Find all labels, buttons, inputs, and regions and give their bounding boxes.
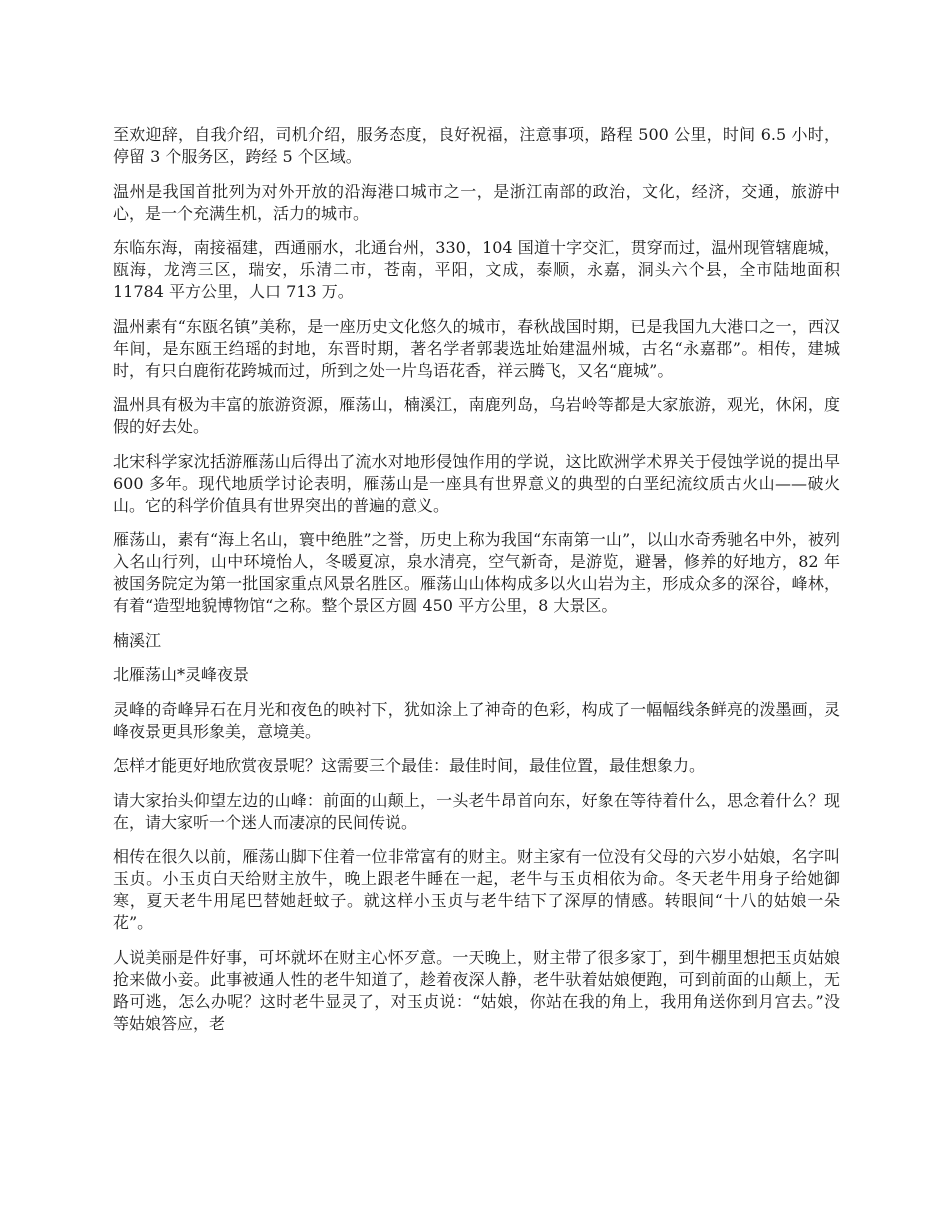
heading-lingfeng-night-view: 北雁荡山*灵峰夜景 [113,665,250,684]
heading-nanxi-river: 楠溪江 [113,630,162,650]
document-body [113,124,840,1047]
paragraph-itinerary-intro: 至欢迎辞，自我介绍，司机介绍，服务态度，良好祝福，注意事项，路程 500 公里，时间 6.5 小时，停留 3 个服务区，跨经 5 个区域。 [113,125,840,166]
paragraph-wenzhou-history: 温州素有“东瓯名镇”美称，是一座历史文化悠久的城市，春秋战国时期，已是我国九大港口之一，西汉年间，是东瓯王绉瑶的封地，东晋时期，著名学者郭裴选址始建温州城，古名“永嘉郡”。相传，建城时，有只白鹿衔花跨城而过，所到之处一片鸟语花香，祥云腾飞，又名“鹿城”。 [113,316,840,380]
paragraph-wenzhou-overview: 温州是我国首批列为对外开放的沿海港口城市之一，是浙江南部的政治，文化，经济，交通，旅游中心，是一个充满生机，活力的城市。 [113,181,840,223]
paragraph-legend-part-2: 人说美丽是件好事，可坏就坏在财主心怀歹意。一天晚上，财主带了很多家丁，到牛棚里想把玉贞姑娘抢来做小妾。此事被通人性的老牛知道了，趁着夜深人静，老牛驮着姑娘便跑，可到前面的山颠上，无路可逃，怎么办呢？这时老牛显灵了，对玉贞说：“姑娘，你站在我的角上，我用角送你到月宫去。”没等姑娘答应，老 [113,947,840,1033]
paragraph-tourism-resources: 温州具有极为丰富的旅游资源，雁荡山，楠溪江，南鹿列岛，乌岩岭等都是大家旅游，观光，休闲，度假的好去处。 [113,395,840,436]
paragraph-night-view-tips: 怎样才能更好地欣赏夜景呢？这需要三个最佳：最佳时间，最佳位置，最佳想象力。 [113,756,706,775]
paragraph-look-up-peak: 请大家抬头仰望左边的山峰：前面的山颠上，一头老牛昂首向东，好象在等待着什么，思念着什么？现在，请大家听一个迷人而凄凉的民间传说。 [113,790,840,832]
paragraph-wenzhou-geography: 东临东海，南接福建，西通丽水，北通台州，330，104 国道十字交汇，贯穿而过，温州现管辖鹿城，瓯海，龙湾三区，瑞安，乐清二市，苍南，平阳，文成，泰顺，永嘉，洞头六个县，全市陆地面积 11784 平方公里，人口 713 万。 [113,238,840,301]
paragraph-legend-part-1: 相传在很久以前，雁荡山脚下住着一位非常富有的财主。财主家有一位没有父母的六岁小姑娘，名字叫玉贞。小玉贞白天给财主放牛，晚上跟老牛睡在一起，老牛与玉贞相依为命。冬天老牛用身子给她御寒，夏天老牛用尾巴替她赶蚊子。就这样小玉贞与老牛结下了深厚的情感。转眼间“十八的姑娘一朵花”。 [113,847,840,932]
paragraph-shen-kuo-geology: 北宋科学家沈括游雁荡山后得出了流水对地形侵蚀作用的学说，这比欧洲学术界关于侵蚀学说的提出早 600 多年。现代地质学讨论表明，雁荡山是一座具有世界意义的典型的白垩纪流纹质古火山——破火山。它的科学价值具有世界突出的普遍的意义。 [113,451,840,515]
paragraph-yandang-mountain: 雁荡山，素有“海上名山，寰中绝胜”之誉，历史上称为我国“东南第一山”，以山水奇秀驰名中外，被列入名山行列，山中环境怡人，冬暖夏凉，泉水清亮，空气新奇，是游览，避暑，修养的好地方，82 年被国务院定为第一批国家重点风景名胜区。雁荡山山体构成多以火山岩为主，形成众多的深谷，峰林，有着“造型地貌博物馆“之称。整个景区方圆 450 平方公里，8 大景区。 [113,530,840,615]
paragraph-lingfeng-description: 灵峰的奇峰异石在月光和夜色的映衬下，犹如涂上了神奇的色彩，构成了一幅幅线条鲜亮的泼墨画，灵峰夜景更具形象美，意境美。 [113,699,840,741]
